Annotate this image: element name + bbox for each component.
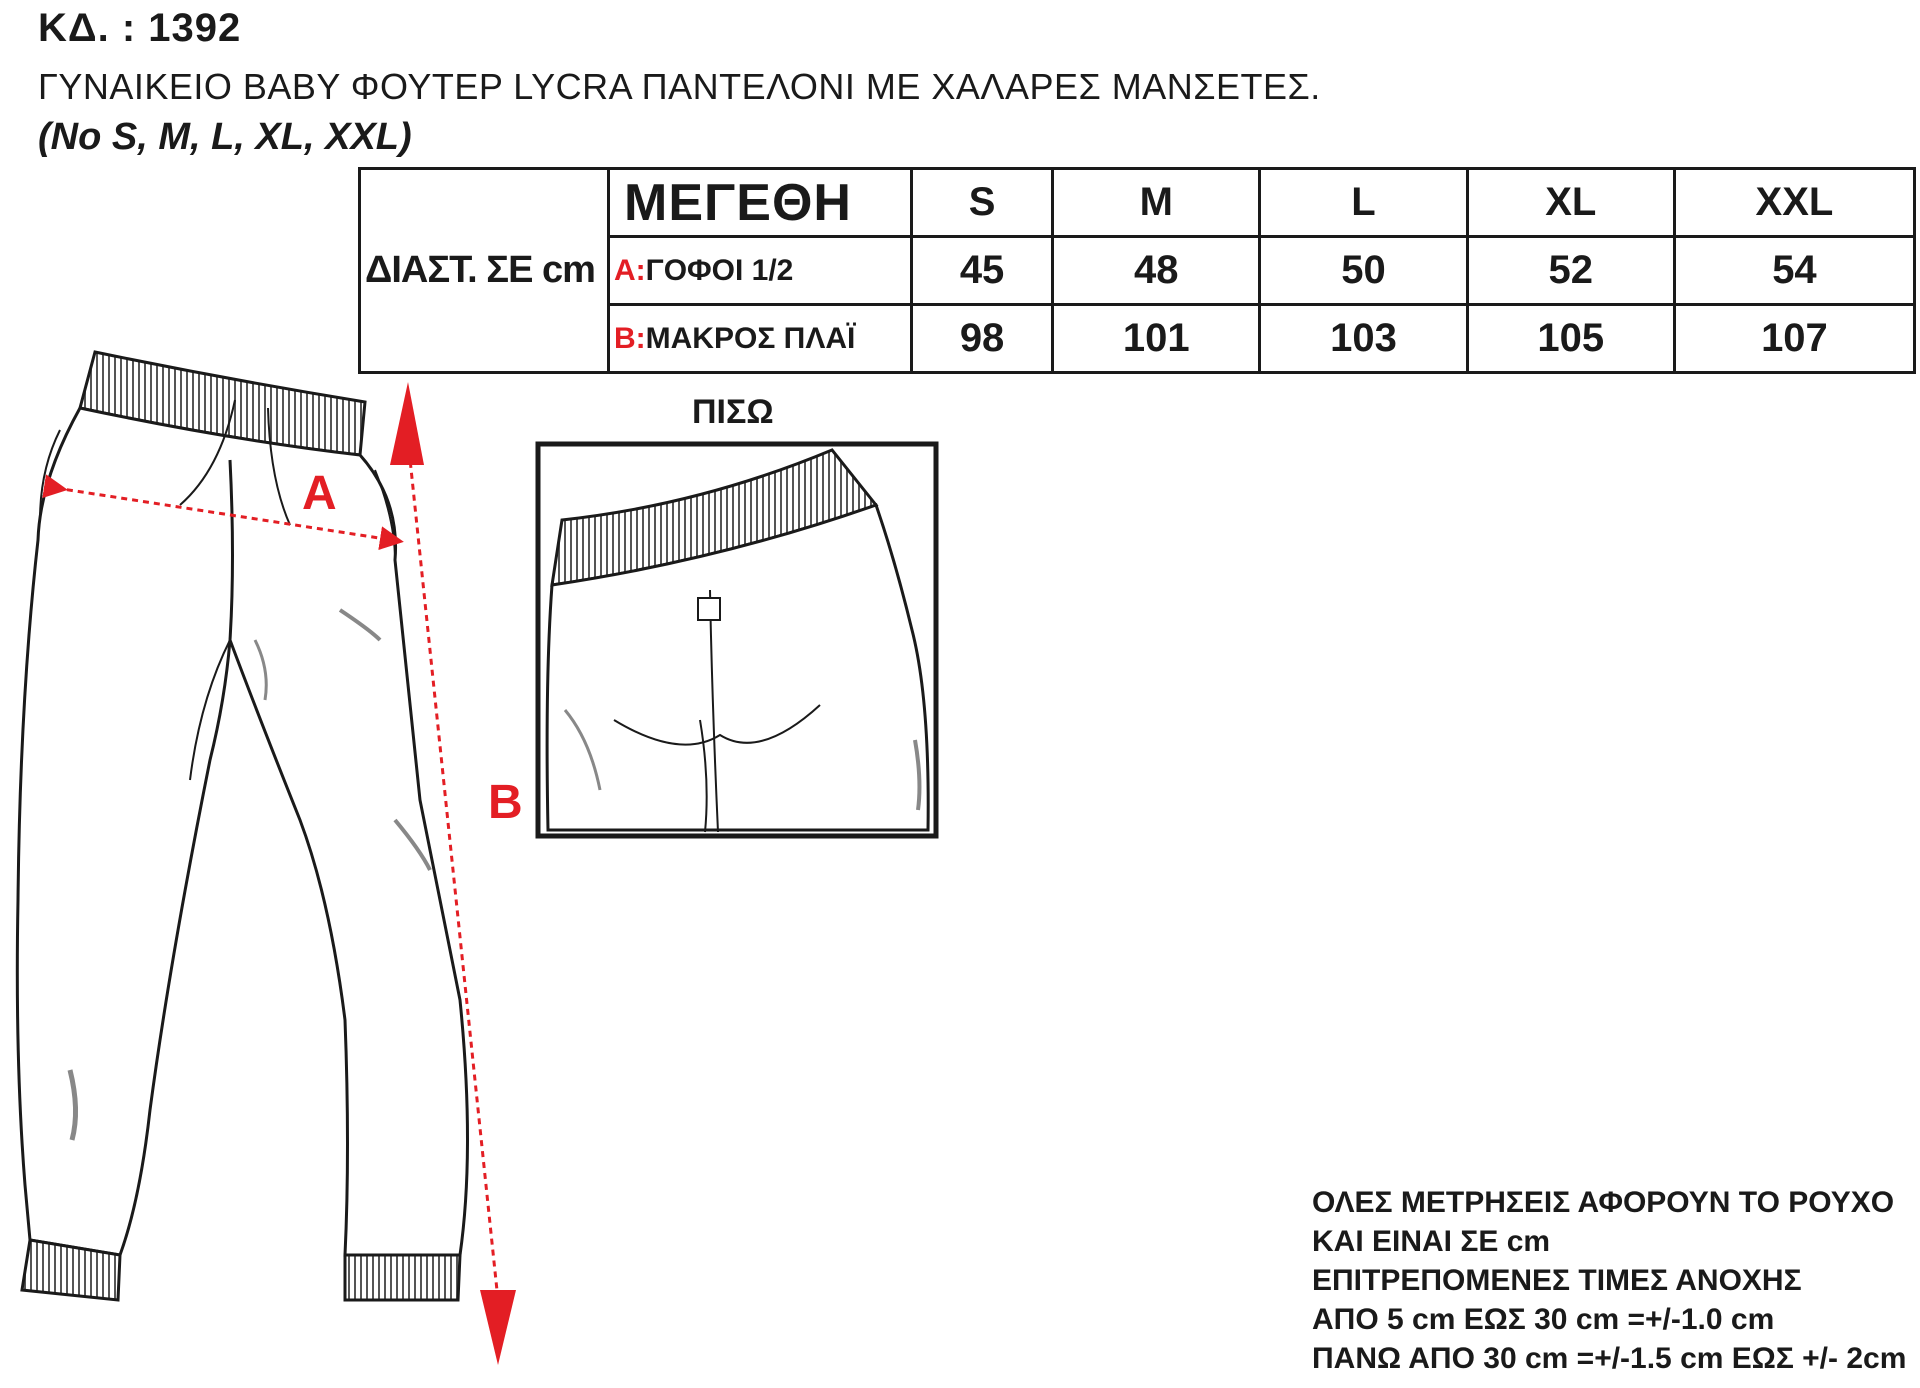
note-line-1: ΟΛΕΣ ΜΕΤΡΗΣΕΙΣ ΑΦΟΡΟΥΝ ΤΟ ΡΟΥΧΟ <box>1312 1186 1895 1219</box>
hips-value-xl: 52 <box>1467 237 1674 305</box>
hips-value-xxl: 54 <box>1674 237 1914 305</box>
measure-label-b: B <box>488 776 523 829</box>
front-right-cuff <box>345 1255 460 1300</box>
back-label-tag <box>698 598 720 620</box>
length-arrow-bottom-icon <box>480 1290 516 1365</box>
measure-label-a: A <box>302 467 337 520</box>
note-line-2: ΚΑΙ ΕΙΝΑΙ ΣΕ cm <box>1312 1225 1551 1258</box>
dimensions-label: ΔΙΑΣΤ. ΣΕ cm <box>360 169 609 373</box>
length-label-text: ΜΑΚΡΟΣ ΠΛΑΪ <box>645 321 856 355</box>
hips-label-text: ΓΟΦΟΙ 1/2 <box>645 253 794 287</box>
available-sizes-note: (No S, M, L, XL, XXL) <box>38 116 412 158</box>
length-value-m: 101 <box>1053 305 1260 373</box>
sizes-heading: ΜΕΓΕΘΗ <box>609 169 912 237</box>
hips-value-s: 45 <box>912 237 1053 305</box>
front-pants-outline <box>17 408 467 1255</box>
length-arrow-top-icon <box>390 382 424 465</box>
product-code: ΚΔ. : 1392 <box>38 6 242 50</box>
measure-letter-b: B: <box>614 321 646 355</box>
tolerance-notes <box>1312 1183 1906 1378</box>
hips-value-l: 50 <box>1260 237 1467 305</box>
note-line-5: ΠΑΝΩ ΑΠΟ 30 cm =+/-1.5 cm ΕΩΣ +/- 2cm <box>1312 1342 1907 1375</box>
size-xl: XL <box>1467 169 1674 237</box>
length-value-l: 103 <box>1260 305 1467 373</box>
measure-letter-a: A: <box>614 253 646 287</box>
hips-value-m: 48 <box>1053 237 1260 305</box>
length-value-xxl: 107 <box>1674 305 1914 373</box>
length-value-s: 98 <box>912 305 1053 373</box>
length-value-xl: 105 <box>1467 305 1674 373</box>
size-xxl: XXL <box>1674 169 1914 237</box>
product-description: ΓΥΝΑΙΚΕΙΟ BABY ΦΟΥΤΕΡ LYCRA ΠΑΝΤΕΛΟΝΙ ΜΕ ΧΑΛΑΡΕΣ ΜΑΝΣΕΤΕΣ. <box>38 66 1321 107</box>
note-line-4: ΑΠΟ 5 cm ΕΩΣ 30 cm =+/-1.0 cm <box>1312 1303 1775 1336</box>
size-m: M <box>1053 169 1260 237</box>
size-l: L <box>1260 169 1467 237</box>
back-view-label: ΠΙΣΩ <box>692 393 774 431</box>
note-line-3: ΕΠΙΤΡΕΠΟΜΕΝΕΣ ΤΙΜΕΣ ΑΝΟΧΗΣ <box>1312 1264 1802 1297</box>
front-view-pants <box>17 352 467 1300</box>
size-s: S <box>912 169 1053 237</box>
